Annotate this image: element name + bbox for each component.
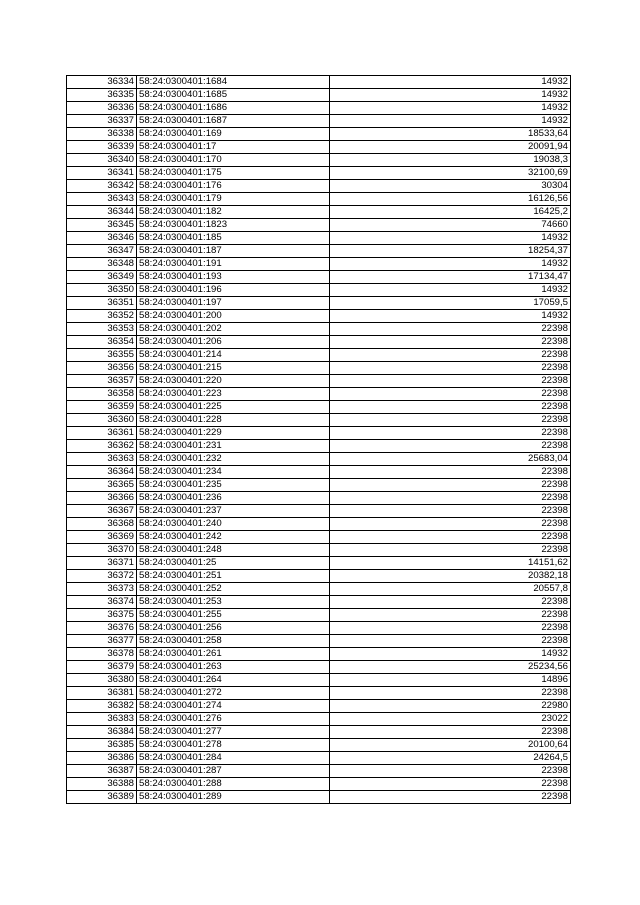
row-id-cell: 36363 <box>67 453 137 466</box>
row-id-cell: 36368 <box>67 518 137 531</box>
value-cell: 17134,47 <box>330 271 571 284</box>
table-row <box>67 505 571 518</box>
table-row <box>67 648 571 661</box>
table-row <box>67 102 571 115</box>
cadastral-number-cell: 58:24:0300401:237 <box>137 505 330 518</box>
table-row <box>67 362 571 375</box>
row-id-cell: 36353 <box>67 323 137 336</box>
row-id-cell: 36344 <box>67 206 137 219</box>
table-row <box>67 401 571 414</box>
cadastral-number-cell: 58:24:0300401:179 <box>137 193 330 206</box>
row-id-cell: 36386 <box>67 752 137 765</box>
row-id-cell: 36382 <box>67 700 137 713</box>
row-id-cell: 36385 <box>67 739 137 752</box>
value-cell: 22398 <box>330 609 571 622</box>
value-cell: 22398 <box>330 323 571 336</box>
table-row <box>67 700 571 713</box>
value-cell: 16425,2 <box>330 206 571 219</box>
value-cell: 20091,94 <box>330 141 571 154</box>
table-row <box>67 141 571 154</box>
row-id-cell: 36361 <box>67 427 137 440</box>
table-row <box>67 440 571 453</box>
table-row <box>67 674 571 687</box>
cadastral-number-cell: 58:24:0300401:215 <box>137 362 330 375</box>
value-cell: 17059,5 <box>330 297 571 310</box>
cadastral-number-cell: 58:24:0300401:236 <box>137 492 330 505</box>
row-id-cell: 36372 <box>67 570 137 583</box>
cadastral-number-cell: 58:24:0300401:185 <box>137 232 330 245</box>
value-cell: 14151,62 <box>330 557 571 570</box>
table-row <box>67 570 571 583</box>
table-row <box>67 596 571 609</box>
row-id-cell: 36370 <box>67 544 137 557</box>
row-id-cell: 36378 <box>67 648 137 661</box>
row-id-cell: 36384 <box>67 726 137 739</box>
cadastral-number-cell: 58:24:0300401:193 <box>137 271 330 284</box>
row-id-cell: 36359 <box>67 401 137 414</box>
cadastral-number-cell: 58:24:0300401:223 <box>137 388 330 401</box>
cadastral-number-cell: 58:24:0300401:1686 <box>137 102 330 115</box>
table-row <box>67 219 571 232</box>
value-cell: 18533,64 <box>330 128 571 141</box>
table-row <box>67 336 571 349</box>
value-cell: 19038,3 <box>330 154 571 167</box>
value-cell: 22398 <box>330 466 571 479</box>
cadastral-number-cell: 58:24:0300401:277 <box>137 726 330 739</box>
row-id-cell: 36360 <box>67 414 137 427</box>
value-cell: 22398 <box>330 440 571 453</box>
cadastral-number-cell: 58:24:0300401:274 <box>137 700 330 713</box>
value-cell: 22980 <box>330 700 571 713</box>
value-cell: 24264,5 <box>330 752 571 765</box>
table-row <box>67 492 571 505</box>
table-row <box>67 609 571 622</box>
row-id-cell: 36351 <box>67 297 137 310</box>
value-cell: 14932 <box>330 76 571 89</box>
value-cell: 22398 <box>330 479 571 492</box>
value-cell: 14932 <box>330 258 571 271</box>
value-cell: 22398 <box>330 375 571 388</box>
cadastral-number-cell: 58:24:0300401:197 <box>137 297 330 310</box>
cadastral-number-cell: 58:24:0300401:278 <box>137 739 330 752</box>
cadastral-number-cell: 58:24:0300401:232 <box>137 453 330 466</box>
cadastral-number-cell: 58:24:0300401:176 <box>137 180 330 193</box>
value-cell: 16126,56 <box>330 193 571 206</box>
value-cell: 22398 <box>330 362 571 375</box>
row-id-cell: 36357 <box>67 375 137 388</box>
row-id-cell: 36375 <box>67 609 137 622</box>
row-id-cell: 36380 <box>67 674 137 687</box>
value-cell: 14896 <box>330 674 571 687</box>
row-id-cell: 36365 <box>67 479 137 492</box>
table-row <box>67 479 571 492</box>
row-id-cell: 36340 <box>67 154 137 167</box>
row-id-cell: 36362 <box>67 440 137 453</box>
cadastral-number-cell: 58:24:0300401:220 <box>137 375 330 388</box>
row-id-cell: 36345 <box>67 219 137 232</box>
row-id-cell: 36389 <box>67 791 137 804</box>
table-row <box>67 167 571 180</box>
cadastral-number-cell: 58:24:0300401:272 <box>137 687 330 700</box>
table-row <box>67 193 571 206</box>
cadastral-number-cell: 58:24:0300401:200 <box>137 310 330 323</box>
cadastral-number-cell: 58:24:0300401:202 <box>137 323 330 336</box>
row-id-cell: 36377 <box>67 635 137 648</box>
row-id-cell: 36388 <box>67 778 137 791</box>
table-row <box>67 297 571 310</box>
cadastral-number-cell: 58:24:0300401:1823 <box>137 219 330 232</box>
value-cell: 22398 <box>330 414 571 427</box>
value-cell: 22398 <box>330 596 571 609</box>
value-cell: 20557,8 <box>330 583 571 596</box>
cadastral-number-cell: 58:24:0300401:214 <box>137 349 330 362</box>
table-row <box>67 232 571 245</box>
row-id-cell: 36336 <box>67 102 137 115</box>
cadastral-number-cell: 58:24:0300401:263 <box>137 661 330 674</box>
table-row <box>67 466 571 479</box>
cadastral-number-cell: 58:24:0300401:1685 <box>137 89 330 102</box>
cadastral-number-cell: 58:24:0300401:1687 <box>137 115 330 128</box>
table-row <box>67 778 571 791</box>
table-row <box>67 453 571 466</box>
cadastral-number-cell: 58:24:0300401:288 <box>137 778 330 791</box>
cadastral-number-cell: 58:24:0300401:261 <box>137 648 330 661</box>
row-id-cell: 36369 <box>67 531 137 544</box>
value-cell: 22398 <box>330 349 571 362</box>
value-cell: 22398 <box>330 765 571 778</box>
row-id-cell: 36348 <box>67 258 137 271</box>
value-cell: 22398 <box>330 635 571 648</box>
table-row <box>67 544 571 557</box>
value-cell: 20382,18 <box>330 570 571 583</box>
row-id-cell: 36366 <box>67 492 137 505</box>
table-row <box>67 375 571 388</box>
row-id-cell: 36355 <box>67 349 137 362</box>
row-id-cell: 36347 <box>67 245 137 258</box>
table-row <box>67 765 571 778</box>
table-row <box>67 687 571 700</box>
row-id-cell: 36346 <box>67 232 137 245</box>
table-row <box>67 557 571 570</box>
table-row <box>67 531 571 544</box>
row-id-cell: 36383 <box>67 713 137 726</box>
cadastral-number-cell: 58:24:0300401:240 <box>137 518 330 531</box>
table-row <box>67 258 571 271</box>
cadastral-number-cell: 58:24:0300401:231 <box>137 440 330 453</box>
cadastral-number-cell: 58:24:0300401:170 <box>137 154 330 167</box>
row-id-cell: 36387 <box>67 765 137 778</box>
row-id-cell: 36338 <box>67 128 137 141</box>
table-row <box>67 284 571 297</box>
table-row <box>67 427 571 440</box>
value-cell: 14932 <box>330 284 571 297</box>
table-row <box>67 245 571 258</box>
table-row <box>67 323 571 336</box>
value-cell: 30304 <box>330 180 571 193</box>
row-id-cell: 36358 <box>67 388 137 401</box>
value-cell: 22398 <box>330 388 571 401</box>
row-id-cell: 36356 <box>67 362 137 375</box>
cadastral-number-cell: 58:24:0300401:242 <box>137 531 330 544</box>
cadastral-number-cell: 58:24:0300401:248 <box>137 544 330 557</box>
cadastral-number-cell: 58:24:0300401:206 <box>137 336 330 349</box>
cadastral-number-cell: 58:24:0300401:235 <box>137 479 330 492</box>
value-cell: 22398 <box>330 531 571 544</box>
value-cell: 22398 <box>330 687 571 700</box>
row-id-cell: 36334 <box>67 76 137 89</box>
table-body <box>67 76 571 804</box>
cadastral-number-cell: 58:24:0300401:225 <box>137 401 330 414</box>
cadastral-number-cell: 58:24:0300401:289 <box>137 791 330 804</box>
row-id-cell: 36364 <box>67 466 137 479</box>
cadastral-number-cell: 58:24:0300401:228 <box>137 414 330 427</box>
value-cell: 25234,56 <box>330 661 571 674</box>
value-cell: 22398 <box>330 622 571 635</box>
cadastral-number-cell: 58:24:0300401:1684 <box>137 76 330 89</box>
cadastral-number-cell: 58:24:0300401:255 <box>137 609 330 622</box>
cadastral-number-cell: 58:24:0300401:287 <box>137 765 330 778</box>
value-cell: 25683,04 <box>330 453 571 466</box>
cadastral-number-cell: 58:24:0300401:284 <box>137 752 330 765</box>
cadastral-number-cell: 58:24:0300401:229 <box>137 427 330 440</box>
table-row <box>67 622 571 635</box>
cadastral-number-cell: 58:24:0300401:256 <box>137 622 330 635</box>
data-table <box>66 75 571 804</box>
value-cell: 74660 <box>330 219 571 232</box>
value-cell: 22398 <box>330 726 571 739</box>
value-cell: 22398 <box>330 778 571 791</box>
table-row <box>67 752 571 765</box>
value-cell: 23022 <box>330 713 571 726</box>
cadastral-number-cell: 58:24:0300401:264 <box>137 674 330 687</box>
row-id-cell: 36342 <box>67 180 137 193</box>
cadastral-number-cell: 58:24:0300401:25 <box>137 557 330 570</box>
table-row <box>67 518 571 531</box>
row-id-cell: 36371 <box>67 557 137 570</box>
cadastral-number-cell: 58:24:0300401:191 <box>137 258 330 271</box>
cadastral-number-cell: 58:24:0300401:276 <box>137 713 330 726</box>
value-cell: 22398 <box>330 336 571 349</box>
cadastral-number-cell: 58:24:0300401:251 <box>137 570 330 583</box>
table-row <box>67 206 571 219</box>
table-row <box>67 180 571 193</box>
value-cell: 32100,69 <box>330 167 571 180</box>
value-cell: 22398 <box>330 518 571 531</box>
value-cell: 14932 <box>330 232 571 245</box>
cadastral-number-cell: 58:24:0300401:182 <box>137 206 330 219</box>
row-id-cell: 36381 <box>67 687 137 700</box>
cadastral-number-cell: 58:24:0300401:187 <box>137 245 330 258</box>
row-id-cell: 36343 <box>67 193 137 206</box>
table-row <box>67 414 571 427</box>
table-row <box>67 89 571 102</box>
table-row <box>67 726 571 739</box>
table-row <box>67 271 571 284</box>
value-cell: 20100,64 <box>330 739 571 752</box>
value-cell: 14932 <box>330 310 571 323</box>
table-row <box>67 791 571 804</box>
value-cell: 22398 <box>330 791 571 804</box>
value-cell: 18254,37 <box>330 245 571 258</box>
table-row <box>67 583 571 596</box>
row-id-cell: 36339 <box>67 141 137 154</box>
value-cell: 22398 <box>330 544 571 557</box>
table-row <box>67 310 571 323</box>
row-id-cell: 36350 <box>67 284 137 297</box>
value-cell: 14932 <box>330 102 571 115</box>
row-id-cell: 36354 <box>67 336 137 349</box>
row-id-cell: 36374 <box>67 596 137 609</box>
cadastral-number-cell: 58:24:0300401:17 <box>137 141 330 154</box>
table-row <box>67 115 571 128</box>
row-id-cell: 36373 <box>67 583 137 596</box>
table-row <box>67 154 571 167</box>
cadastral-number-cell: 58:24:0300401:234 <box>137 466 330 479</box>
table-row <box>67 349 571 362</box>
table-row <box>67 635 571 648</box>
row-id-cell: 36335 <box>67 89 137 102</box>
row-id-cell: 36349 <box>67 271 137 284</box>
cadastral-number-cell: 58:24:0300401:252 <box>137 583 330 596</box>
table-row <box>67 76 571 89</box>
row-id-cell: 36376 <box>67 622 137 635</box>
row-id-cell: 36379 <box>67 661 137 674</box>
table-row <box>67 388 571 401</box>
value-cell: 14932 <box>330 89 571 102</box>
value-cell: 14932 <box>330 648 571 661</box>
row-id-cell: 36367 <box>67 505 137 518</box>
cadastral-number-cell: 58:24:0300401:175 <box>137 167 330 180</box>
table-row <box>67 713 571 726</box>
cadastral-number-cell: 58:24:0300401:196 <box>137 284 330 297</box>
value-cell: 22398 <box>330 492 571 505</box>
row-id-cell: 36337 <box>67 115 137 128</box>
table-row <box>67 661 571 674</box>
table-row <box>67 739 571 752</box>
row-id-cell: 36352 <box>67 310 137 323</box>
cadastral-number-cell: 58:24:0300401:169 <box>137 128 330 141</box>
cadastral-number-cell: 58:24:0300401:253 <box>137 596 330 609</box>
value-cell: 22398 <box>330 401 571 414</box>
table-row <box>67 128 571 141</box>
row-id-cell: 36341 <box>67 167 137 180</box>
value-cell: 14932 <box>330 115 571 128</box>
value-cell: 22398 <box>330 505 571 518</box>
value-cell: 22398 <box>330 427 571 440</box>
cadastral-number-cell: 58:24:0300401:258 <box>137 635 330 648</box>
